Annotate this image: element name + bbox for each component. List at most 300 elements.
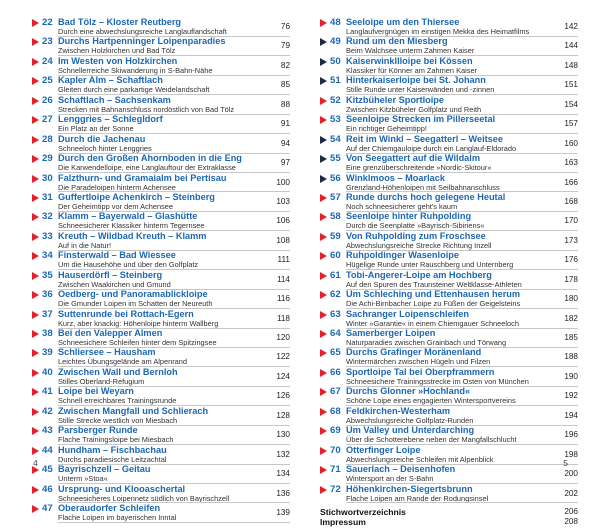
tour-title: Seenloipe hinter Ruhpolding xyxy=(346,211,472,222)
toc-column-right xyxy=(320,18,578,528)
tour-subtitle: Um die Hausehöhe und über den Golfplatz xyxy=(58,260,199,270)
triangle-marker-icon xyxy=(32,116,39,124)
toc-entry[interactable] xyxy=(320,232,578,251)
page-number: 126 xyxy=(276,391,290,401)
triangle-marker-icon xyxy=(32,388,39,396)
triangle-marker-icon xyxy=(32,486,39,494)
triangle-marker-icon xyxy=(32,213,39,221)
triangle-marker-icon xyxy=(320,155,327,163)
page-number: 114 xyxy=(276,274,290,284)
page-number-left: 4 xyxy=(33,458,38,468)
tour-number: 64 xyxy=(330,328,341,339)
tour-title: Im Westen von Holzkirchen xyxy=(58,55,178,66)
toc-entry[interactable] xyxy=(32,310,290,329)
tour-subtitle: Durchs paradiesische Leitzachtal xyxy=(58,454,167,464)
tour-title: Kreuth – Wildbad Kreuth – Klamm xyxy=(58,230,207,241)
toc-entry[interactable] xyxy=(320,174,578,193)
tour-subtitle: Leichtes Übungsgelände am Alpenrand xyxy=(58,357,188,367)
tour-subtitle: Zwischen Holzkirchen und Bad Tölz xyxy=(58,46,176,56)
tour-number: 24 xyxy=(42,55,53,67)
triangle-marker-icon xyxy=(32,505,39,513)
toc-entry[interactable] xyxy=(320,115,578,134)
page-number: 111 xyxy=(277,255,290,265)
tour-title: Hinterkaiserloipe bei St. Johann xyxy=(346,75,486,86)
page-number: 166 xyxy=(564,177,578,187)
toc-entry[interactable] xyxy=(320,212,578,231)
toc-entry[interactable] xyxy=(32,329,290,348)
tour-subtitle: Durch eine abwechslungsreiche Langlauflandschaft xyxy=(58,27,227,36)
tour-subtitle: Gleiten durch eine parkartige Weidelandschaft xyxy=(58,85,210,95)
page-number: 200 xyxy=(564,469,578,479)
tour-subtitle: Langlaufvergnügen im einstigen Mekka des Heimatfilms xyxy=(346,27,530,36)
tour-number: 46 xyxy=(42,483,53,495)
tour-title: Schaftlach – Sachsenkam xyxy=(58,94,171,105)
triangle-marker-icon xyxy=(32,194,39,202)
tour-number: 65 xyxy=(330,347,341,359)
tour-title: Kaiserwinkllloipe bei Kössen xyxy=(346,55,473,66)
tour-subtitle: Wintermärchen zwischen Hügeln und Filzen xyxy=(346,357,491,367)
page-number: 185 xyxy=(564,333,578,342)
page-number: 130 xyxy=(276,430,290,440)
page-number: 151 xyxy=(564,80,578,90)
page-number: 139 xyxy=(276,507,290,517)
toc-entry[interactable] xyxy=(320,465,578,484)
tour-title: Bei den Valepper Almen xyxy=(58,328,163,338)
triangle-marker-icon xyxy=(320,369,327,377)
tour-number: 44 xyxy=(42,444,53,456)
page-number: 160 xyxy=(564,138,578,148)
tour-number: 35 xyxy=(42,269,53,281)
divider xyxy=(58,522,290,523)
toc-entry[interactable] xyxy=(320,57,578,76)
triangle-marker-icon xyxy=(32,97,39,105)
tour-number: 32 xyxy=(42,211,53,223)
toc-entry[interactable] xyxy=(320,290,578,309)
tour-subtitle: Stille Strecke westlich von Miesbach xyxy=(58,415,178,425)
tour-title: Sportloipe Tal bei Oberpframmern xyxy=(346,366,495,377)
tour-number: 31 xyxy=(42,191,53,203)
triangle-marker-icon xyxy=(32,77,39,85)
tour-number: 30 xyxy=(42,172,53,184)
tour-subtitle: Abwechslungsreiche Strecke Richtung Inzell xyxy=(346,240,492,250)
triangle-marker-icon xyxy=(32,369,39,377)
page-number: 196 xyxy=(564,430,578,440)
page-number: 120 xyxy=(276,333,290,342)
triangle-marker-icon xyxy=(32,175,39,183)
tour-subtitle: Klassiker für Könner am Zahmen Kaiser xyxy=(346,65,478,75)
tour-number: 29 xyxy=(42,153,53,165)
tour-title: Lenggries – Schlegldorf xyxy=(58,114,163,125)
tour-number: 59 xyxy=(330,230,341,242)
page-number: 79 xyxy=(280,41,290,51)
triangle-marker-icon xyxy=(320,272,327,280)
tour-number: 71 xyxy=(330,464,341,476)
tour-subtitle: Grenzland-Höhenloipen mit Seilbahnanschluss xyxy=(346,182,500,192)
toc-entry[interactable] xyxy=(320,310,578,329)
triangle-marker-icon xyxy=(320,349,327,357)
toc-entry[interactable] xyxy=(32,115,290,134)
page-number: 100 xyxy=(276,177,290,187)
triangle-marker-icon xyxy=(320,427,327,435)
triangle-marker-icon xyxy=(32,155,39,163)
tour-subtitle: Schnell erreichbares Trainingsrunde xyxy=(58,396,177,406)
toc-entry[interactable] xyxy=(320,446,578,465)
page-number: 142 xyxy=(564,22,578,31)
tour-subtitle: Schneesichere Schleifen hinter dem Spitzingsee xyxy=(58,338,217,347)
toc-entry[interactable] xyxy=(32,37,290,56)
triangle-marker-icon xyxy=(32,447,39,455)
tour-subtitle: Flache Loipen im bayerischen Inntal xyxy=(58,512,177,522)
toc-entry[interactable] xyxy=(320,407,578,426)
toc-entry[interactable] xyxy=(32,135,290,154)
toc-entry[interactable] xyxy=(320,368,578,387)
tour-title: Kitzbüheler Sportloipe xyxy=(346,94,445,105)
page-number: 188 xyxy=(564,352,578,362)
triangle-marker-icon xyxy=(32,252,39,260)
tour-title: Durchs Glonner »Hochland« xyxy=(346,386,471,397)
page-number: 108 xyxy=(276,235,290,245)
tour-number: 49 xyxy=(330,36,341,48)
page-number: 136 xyxy=(276,488,290,498)
toc-entry[interactable] xyxy=(32,212,290,231)
triangle-marker-icon xyxy=(320,19,327,27)
toc-entry[interactable] xyxy=(32,290,290,309)
tour-number: 61 xyxy=(330,269,341,281)
toc-entry[interactable] xyxy=(320,387,578,406)
tour-title: Hundham – Fischbachau xyxy=(58,444,167,455)
page-number: 180 xyxy=(564,294,578,304)
tour-number: 47 xyxy=(42,502,53,514)
tour-title: Loipe bei Weyarn xyxy=(58,386,134,397)
page-number: 178 xyxy=(564,274,578,284)
tour-subtitle: Schnellerreiche Skiwanderung in S-Bahn-Nähe xyxy=(58,65,213,75)
tour-subtitle: Ein Platz an der Sonne xyxy=(58,124,134,134)
toc-entry[interactable] xyxy=(32,57,290,76)
toc-entry[interactable] xyxy=(320,76,578,95)
tour-title: Durchs Hartpenninger Loipenparadies xyxy=(58,36,226,47)
toc-entry[interactable] xyxy=(32,96,290,115)
triangle-marker-icon xyxy=(320,116,327,124)
tour-subtitle: Die Gmunder Loipen im Schatten der Neureuth xyxy=(58,299,213,309)
tour-title: Durch den Großen Ahornboden in die Eng xyxy=(58,153,242,164)
tour-title: Tobi-Angerer-Loipe am Hochberg xyxy=(346,269,492,280)
tour-number: 22 xyxy=(42,17,53,28)
tour-number: 60 xyxy=(330,250,341,262)
tour-number: 34 xyxy=(42,250,53,262)
tour-title: Feldkirchen-Westerham xyxy=(346,405,450,416)
toc-entry[interactable] xyxy=(320,271,578,290)
tour-number: 37 xyxy=(42,308,53,320)
tour-subtitle: Schneesicheres Loipennetz südlich von Bayrischzell xyxy=(58,493,230,503)
triangle-marker-icon xyxy=(320,486,327,494)
tour-number: 67 xyxy=(330,386,341,398)
page-number: 134 xyxy=(276,469,290,479)
triangle-marker-icon xyxy=(320,194,327,202)
page-number: 124 xyxy=(276,371,290,381)
triangle-marker-icon xyxy=(32,58,39,66)
tour-number: 48 xyxy=(330,17,341,28)
tour-title: Oberaudorfer Schleifen xyxy=(58,502,161,513)
tour-number: 40 xyxy=(42,366,53,378)
toc-entry[interactable] xyxy=(32,485,290,504)
tour-subtitle: Schöne Loipe eines engagierten Wintersportvereins xyxy=(346,396,516,406)
tour-subtitle: Eine grenzüberschreitende »Nordic-Skitour« xyxy=(346,163,492,173)
toc-entry[interactable] xyxy=(32,154,290,173)
page-number: 103 xyxy=(276,196,290,206)
toc-entry[interactable] xyxy=(320,329,578,348)
triangle-marker-icon xyxy=(320,38,327,46)
page-number: 128 xyxy=(276,410,290,420)
triangle-marker-icon xyxy=(320,136,327,144)
tour-number: 42 xyxy=(42,405,53,417)
triangle-marker-icon xyxy=(320,311,327,319)
page-number: 144 xyxy=(564,41,578,51)
tour-number: 25 xyxy=(42,75,53,87)
toc-entry[interactable] xyxy=(320,193,578,212)
section-title: Stichwortverzeichnis xyxy=(320,506,406,517)
tour-subtitle: Noch schneesicherer geht's kaum xyxy=(346,201,458,211)
tour-title: Von Seegattert auf die Wildalm xyxy=(346,153,481,164)
tour-subtitle: Naturparadies zwischen Grainbach und Törwang xyxy=(346,338,507,347)
page-number: 182 xyxy=(564,313,578,323)
page-number: 194 xyxy=(564,410,578,420)
tour-title: Reit im Winkl – Seegatterl – Weitsee xyxy=(346,133,504,144)
tour-title: Ruhpoldinger Wasenloipe xyxy=(346,250,459,261)
toc-entry[interactable] xyxy=(32,348,290,367)
tour-subtitle: Stille Runde unter Kaiserwänden und -zinnen xyxy=(346,85,495,95)
toc-entry[interactable] xyxy=(320,37,578,56)
tour-title: Sachranger Loipenschleifen xyxy=(346,308,470,319)
triangle-marker-icon xyxy=(32,330,39,338)
page-number-right: 5 xyxy=(563,458,568,468)
tour-number: 58 xyxy=(330,211,341,223)
tour-title: Finsterwald – Bad Wiessee xyxy=(58,250,176,261)
toc-entry[interactable] xyxy=(320,426,578,445)
tour-subtitle: Die Achi-Birnbacher Loipe zu Füßen der Geigelsteins xyxy=(346,299,521,309)
tour-title: Schliersee – Hausham xyxy=(58,347,156,358)
toc-entry[interactable] xyxy=(32,465,290,484)
toc-entry[interactable] xyxy=(32,407,290,426)
tour-subtitle: Auf in die Natur! xyxy=(58,240,111,250)
triangle-marker-icon xyxy=(320,466,327,474)
page-number: 116 xyxy=(276,294,290,304)
tour-title: Hauserdörfl – Steinberg xyxy=(58,269,163,280)
divider xyxy=(346,502,578,503)
triangle-marker-icon xyxy=(32,136,39,144)
page-number: 163 xyxy=(564,158,578,168)
tour-title: Samerberger Loipen xyxy=(346,328,436,338)
tour-subtitle: Flache Trainingsloipe bei Miesbach xyxy=(58,435,174,445)
triangle-marker-icon xyxy=(32,349,39,357)
tour-subtitle: Flache Loipen am Rande der Rodungsinsel xyxy=(346,493,489,503)
page-number: 148 xyxy=(564,60,578,70)
tour-number: 45 xyxy=(42,464,53,476)
page-number: 154 xyxy=(564,99,578,109)
tour-title: Zwischen Mangfall und Schlierach xyxy=(58,405,209,416)
triangle-marker-icon xyxy=(32,272,39,280)
tour-subtitle: Auf den Spuren des Traunsteiner Weltklasse-Athleten xyxy=(346,279,522,289)
toc-entry[interactable] xyxy=(32,426,290,445)
page-number: 176 xyxy=(564,255,578,265)
tour-subtitle: Ein richtiger Geheimtipp! xyxy=(346,124,427,134)
tour-number: 57 xyxy=(330,191,341,203)
tour-number: 72 xyxy=(330,483,341,495)
tour-subtitle: Abwechslungsreiche Golfplatz-Runden xyxy=(346,415,474,425)
page-number: 76 xyxy=(280,22,290,31)
toc-entry[interactable] xyxy=(32,232,290,251)
tour-number: 62 xyxy=(330,289,341,301)
tour-number: 56 xyxy=(330,172,341,184)
tour-subtitle: Über die Schotterebene neben der Mangfallschlucht xyxy=(346,435,517,445)
triangle-marker-icon xyxy=(32,38,39,46)
triangle-marker-icon xyxy=(32,408,39,416)
page-number: 118 xyxy=(276,313,290,323)
toc-entry[interactable] xyxy=(32,446,290,465)
tour-number: 69 xyxy=(330,425,341,437)
tour-title: Durchs Grafinger Moränenland xyxy=(346,347,482,358)
tour-number: 26 xyxy=(42,94,53,106)
tour-title: Ursprung- und Klooaschertal xyxy=(58,483,186,494)
toc-entry[interactable] xyxy=(320,348,578,367)
tour-subtitle: Wintersport an der S-Bahn xyxy=(346,474,434,484)
page-number: 192 xyxy=(564,391,578,401)
tour-title: Zwischen Wall und Bernloh xyxy=(58,366,178,377)
tour-subtitle: Kurz, aber knackig: Höhenloipe hinterm Wallberg xyxy=(58,318,219,328)
tour-number: 28 xyxy=(42,133,53,145)
toc-entry[interactable] xyxy=(320,135,578,154)
tour-title: Suttenrunde bei Rottach-Egern xyxy=(58,308,194,319)
toc-entry[interactable] xyxy=(32,504,290,523)
page-number: 168 xyxy=(564,196,578,206)
tour-title: Otterfinger Loipe xyxy=(346,444,421,455)
tour-subtitle: Winter »Garantie« in einem Chiemgauer Schneeloch xyxy=(346,318,519,328)
tour-title: Oedberg- und Panoramablickloipe xyxy=(58,289,208,300)
triangle-marker-icon xyxy=(32,233,39,241)
page-number: 82 xyxy=(280,60,290,70)
toc-entry[interactable] xyxy=(32,174,290,193)
triangle-marker-icon xyxy=(320,252,327,260)
tour-subtitle: Durch die Seenplatte »Bayrisch-Sibiriens« xyxy=(346,221,485,231)
tour-subtitle: Die Paradeloipen hinterm Achensee xyxy=(58,182,176,192)
tour-number: 66 xyxy=(330,366,341,378)
triangle-marker-icon xyxy=(320,97,327,105)
page-number: 85 xyxy=(280,80,290,90)
toc-entry[interactable] xyxy=(320,485,578,504)
tour-title: Falzthurn- und Gramaialm bei Pertisau xyxy=(58,172,227,183)
triangle-marker-icon xyxy=(32,291,39,299)
toc-extra-entry[interactable] xyxy=(320,507,578,518)
tour-number: 33 xyxy=(42,230,53,242)
toc-entry[interactable] xyxy=(32,193,290,212)
tour-number: 27 xyxy=(42,114,53,126)
page-number: 88 xyxy=(280,99,290,109)
tour-title: Sauerlach – Deisenhofen xyxy=(346,464,456,475)
toc-entry[interactable] xyxy=(32,18,290,37)
tour-number: 39 xyxy=(42,347,53,359)
toc-entry[interactable] xyxy=(320,251,578,270)
triangle-marker-icon xyxy=(32,311,39,319)
tour-subtitle: Die Karwendelloipe, eine Langlauftour der Extraklasse xyxy=(58,163,236,173)
tour-subtitle: Strecken mit Bahnanschluss nordöstlich von Bad Tölz xyxy=(58,104,235,114)
triangle-marker-icon xyxy=(320,408,327,416)
triangle-marker-icon xyxy=(32,427,39,435)
tour-subtitle: Hügelige Runde unter Rauschberg und Unternberg xyxy=(346,260,514,270)
triangle-marker-icon xyxy=(320,330,327,338)
triangle-marker-icon xyxy=(320,213,327,221)
toc-extra-entry[interactable] xyxy=(320,517,578,528)
tour-title: Bayrischzell – Geitau xyxy=(58,464,151,475)
tour-subtitle: Beim Walchsee unterm Zahmen Kaiser xyxy=(346,46,475,56)
tour-title: Seeloipe um den Thiersee xyxy=(346,17,460,27)
section-title: Impressum xyxy=(320,517,366,528)
page-number: 208 xyxy=(564,517,578,527)
triangle-marker-icon xyxy=(320,77,327,85)
toc-entry[interactable] xyxy=(32,76,290,95)
tour-title: Klamm – Bayerwald – Glashütte xyxy=(58,211,198,222)
toc-entry[interactable] xyxy=(320,154,578,173)
tour-subtitle: Schneesicherer Klassiker hinterm Tegernsee xyxy=(58,221,205,231)
tour-subtitle: Schneeloch hinter Lenggries xyxy=(58,143,152,153)
tour-number: 38 xyxy=(42,328,53,339)
tour-subtitle: Der Geheimtipp vor dem Achensee xyxy=(58,201,174,211)
page-number: 122 xyxy=(276,352,290,362)
tour-number: 55 xyxy=(330,153,341,165)
tour-number: 70 xyxy=(330,444,341,456)
tour-title: Von Ruhpolding zum Froschsee xyxy=(346,230,486,241)
tour-title: Parsberger Runde xyxy=(58,425,138,436)
toc-entry[interactable] xyxy=(32,387,290,406)
page-number: 157 xyxy=(564,119,578,129)
page-number: 94 xyxy=(280,138,290,148)
tour-number: 36 xyxy=(42,289,53,301)
tour-title: Höhenkirchen-Siegertsbrunn xyxy=(346,483,473,494)
tour-title: Um Schleching und Ettenhausen herum xyxy=(346,289,521,300)
toc-entry[interactable] xyxy=(32,251,290,270)
page-number: 97 xyxy=(280,158,290,168)
tour-number: 50 xyxy=(330,55,341,67)
page-number: 198 xyxy=(564,449,578,459)
tour-subtitle: Stilles Oberland-Refugium xyxy=(58,376,145,386)
page-number: 170 xyxy=(564,216,578,226)
tour-number: 54 xyxy=(330,133,341,145)
triangle-marker-icon xyxy=(320,291,327,299)
tour-number: 41 xyxy=(42,386,53,398)
page-number: 91 xyxy=(280,119,290,129)
tour-title: Bad Tölz – Kloster Reutberg xyxy=(58,17,182,27)
toc-entry[interactable] xyxy=(320,18,578,37)
page-number: 173 xyxy=(564,235,578,245)
triangle-marker-icon xyxy=(320,233,327,241)
tour-number: 53 xyxy=(330,114,341,126)
triangle-marker-icon xyxy=(320,447,327,455)
toc-entry[interactable] xyxy=(320,96,578,115)
tour-number: 51 xyxy=(330,75,341,87)
tour-number: 68 xyxy=(330,405,341,417)
toc-entry[interactable] xyxy=(32,368,290,387)
tour-number: 52 xyxy=(330,94,341,106)
page-number: 132 xyxy=(276,449,290,459)
triangle-marker-icon xyxy=(320,58,327,66)
triangle-marker-icon xyxy=(32,19,39,27)
tour-subtitle: Zwischen Kitzbüheler Golfplatz und Reith xyxy=(346,104,482,114)
toc-column-left xyxy=(32,18,290,523)
page-number: 206 xyxy=(564,506,578,516)
tour-subtitle: Abwechslungsreiche Schleifen mit Alpenblick xyxy=(346,454,494,464)
tour-number: 63 xyxy=(330,308,341,320)
tour-title: Guffertloipe Achenkirch – Steinberg xyxy=(58,191,215,202)
tour-title: Seenloipe Strecken im Pillerseetal xyxy=(346,114,496,125)
toc-entry[interactable] xyxy=(32,271,290,290)
